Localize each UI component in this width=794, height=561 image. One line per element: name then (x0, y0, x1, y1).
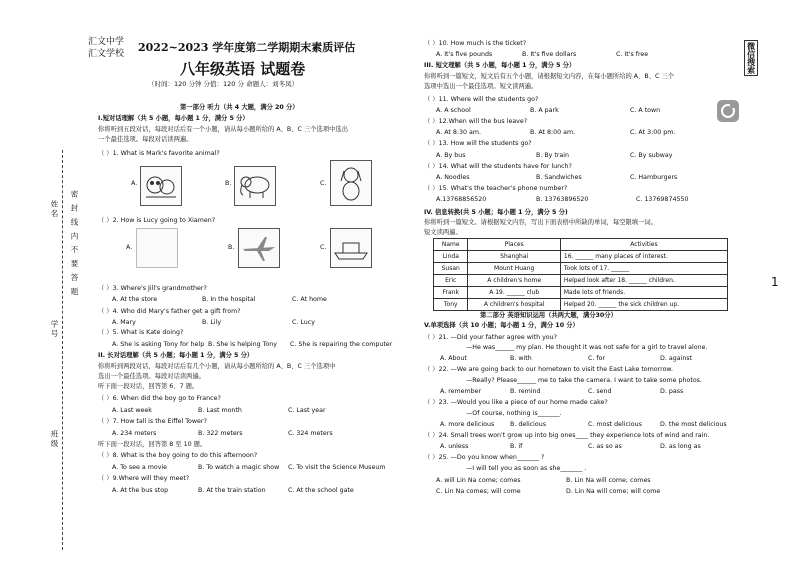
q1-label-c: C. (320, 180, 327, 187)
q13-option-b: B. By train (536, 152, 570, 159)
part2-heading: 第二部分 英语知识运用（共两大题，满分30分） (480, 312, 617, 319)
table-cell: A children's home (468, 275, 560, 287)
q14-option-b: B. Sandwiches (536, 174, 582, 181)
exam-meta: （时间：120 分钟 分值：120 分 命题人：刘冬凤） (148, 80, 299, 88)
question-4: （ ）4. Who did Mary's father get a gift from? (98, 308, 241, 315)
q4-option-a: A. Mary (112, 319, 136, 326)
table-header-row (434, 239, 728, 251)
section1-heading: I.短对话理解（共 5 小题，每小题 1 分，满分 5 分） (98, 115, 249, 122)
q23-option-b: B. delicious (510, 421, 547, 428)
table-cell: A 19. ______ club (468, 287, 560, 299)
q11-option-a: A. A school (436, 107, 471, 114)
section1-desc2: 一个最佳选项。每段对话读两遍。 (98, 136, 193, 143)
q13-option-a: A. By bus (436, 152, 466, 159)
q25-option-b: B. Lin Na will come; comes (566, 477, 651, 484)
question-15: （ ）15. What's the teacher's phone number? (424, 185, 568, 192)
question-10: （ ）10. How much is the ticket? (424, 40, 527, 47)
table-header: Places (468, 239, 560, 251)
seal-field-name: 姓名 (50, 200, 59, 219)
q14-option-a: A. Noodles (436, 174, 470, 181)
q23-reply: —Of course, nothing is_______. (466, 410, 562, 417)
section3-heading: III. 短文理解（共 5 小题，每小题 1 分，满分 5 分） (424, 62, 576, 69)
q8-option-c: C. To visit the Science Museum (288, 464, 386, 471)
table-row (434, 299, 728, 311)
q10-option-a: A. It's five pounds (436, 51, 493, 58)
section4-desc2: 短文读两遍。 (424, 229, 462, 236)
q15-option-a: A.13768856520 (436, 196, 487, 203)
table-cell: Took lots of 17. ______ (560, 263, 727, 275)
section2-desc4: 听下面一段对话，回答第 8 至 10 题。 (98, 441, 207, 448)
side-label: 微信搜索 (744, 40, 758, 76)
section4-heading: IV. 信息转换(共 5 小题；每小题 1 分，满分 5 分) (424, 209, 568, 216)
question-13: （ ）13. How will the students go? (424, 140, 532, 147)
ship-picture (330, 228, 372, 268)
q12-option-b: B. At 8:00 am. (530, 129, 576, 136)
table-header: Name (434, 239, 468, 251)
question-12: （ ）12.When will the bus leave? (424, 118, 528, 125)
question-14: （ ）14. What will the students have for lunch? (424, 163, 572, 170)
q6-option-b: B. Last month (198, 407, 242, 414)
exam-title: 2022~2023 学年度第二学期期末素质评估 (138, 41, 356, 54)
table-cell: Frank (434, 287, 468, 299)
section4-desc: 你将听到一篇短文。请根据短文内容，写出下面表格中所缺的单词，每空限填一词。 (424, 219, 657, 226)
q15-option-c: C. 13769874550 (636, 196, 689, 203)
q25-option-d: D. Lin Na will come; will come (566, 488, 661, 495)
q7-option-b: B. 322 meters (198, 430, 243, 437)
q22-reply: —Really? Please______ me to take the camera. I want to take some photos. (466, 377, 702, 384)
q11-option-c: C. A town (630, 107, 661, 114)
question-25: （ ）25. —Do you know when_______ ? (424, 454, 545, 461)
section3-desc2: 选项中选出一个最佳选项。短文读两遍。 (424, 83, 538, 90)
part1-heading: 第一部分 听力（共 4 大题，满分 20 分） (180, 104, 299, 111)
q21-option-d: D. against (660, 355, 693, 362)
seal-field-class: 班级 (50, 430, 59, 449)
exam-subtitle: 八年级英语 试题卷 (180, 60, 306, 78)
question-9: （ ）9.Where will they meet? (98, 475, 190, 482)
section5-heading: V.单项选择（共 10 小题；每小题 1 分，满分 10 分） (424, 322, 579, 329)
table-row (434, 251, 728, 263)
q11-option-b: B. A park (530, 107, 559, 114)
q21-reply: —He was______ my plan. He thought it was not safe for a girl to travel alone. (466, 344, 708, 351)
school-name-2: 汇文学校 (88, 49, 125, 60)
q15-option-b: B. 13763896520 (536, 196, 589, 203)
plane-picture (238, 228, 280, 268)
table-cell: A children's hospital (468, 299, 560, 311)
question-6: （ ）6. When did the boy go to France? (98, 395, 221, 402)
q24-option-c: C. as so as (588, 443, 622, 450)
table-cell: 16. ______ many places of interest. (560, 251, 727, 263)
owl-picture (140, 166, 182, 206)
info-table (433, 238, 728, 311)
table-cell: Helped 20. ______ the sick children up. (560, 299, 727, 311)
q6-option-c: C. Last year (288, 407, 326, 414)
question-8: （ ）8. What is the boy going to do this afternoon? (98, 452, 258, 459)
q22-option-a: A. remember (440, 388, 482, 395)
q3-option-a: A. At the store (112, 296, 158, 303)
table-cell: Tony (434, 299, 468, 311)
question-22: （ ）22. —We are going back to our hometown to visit the East Lake tomorrow. (424, 366, 674, 373)
q9-option-c: C. At the school gate (288, 487, 354, 494)
question-11: （ ）11. Where will the students go? (424, 96, 539, 103)
seal-field-id: 学号 (50, 320, 59, 339)
question-5: （ ）5. What is Kate doing? (98, 329, 184, 336)
section1-desc: 你将听到五段对话，每段对话后有一个小题，请从每小题所给的 A、B、C 三个选项中选出 (98, 126, 349, 133)
q23-option-a: A. more delicious (440, 421, 495, 428)
q25-option-c: C. Lin Na comes; will come (436, 488, 521, 495)
q25-reply: —I will tell you as soon as she_______ . (466, 465, 587, 472)
q24-option-b: B. if (510, 443, 523, 450)
q22-option-c: C. send (588, 388, 612, 395)
seal-strip (66, 150, 88, 550)
table-cell: Susan (434, 263, 468, 275)
section2-desc3: 听下面一段对话，回答第 6、7 题。 (98, 383, 199, 390)
table-header: Activities (560, 239, 727, 251)
q25-option-a: A. will Lin Na come; comes (436, 477, 521, 484)
q6-option-a: A. Last week (112, 407, 152, 414)
q22-option-b: B. remind (510, 388, 541, 395)
q12-option-a: A. At 8:30 am. (436, 129, 482, 136)
table-cell: Eric (434, 275, 468, 287)
elephant-picture (234, 166, 276, 206)
train-picture (136, 228, 178, 268)
q13-option-c: C. By subway (630, 152, 673, 159)
table-cell: Shanghai (468, 251, 560, 263)
q12-option-c: C. At 3:00 pm. (630, 129, 676, 136)
q10-option-b: B. It's five dollars (522, 51, 577, 58)
q2-label-b: B. (228, 244, 235, 251)
question-1: （ ）1. What is Mark's favorite animal? (98, 150, 220, 157)
q22-option-d: D. pass (660, 388, 684, 395)
question-23: （ ）23. —Would you like a piece of our home made cake? (424, 399, 608, 406)
q24-option-a: A. unless (440, 443, 469, 450)
q23-option-c: C. most delicious (588, 421, 642, 428)
question-7: （ ）7. How tall is the Eiffel Tower? (98, 418, 207, 425)
table-cell: Linda (434, 251, 468, 263)
q2-label-c: C. (320, 244, 327, 251)
q5-option-b: B. She is helping Tony (208, 341, 277, 348)
q8-option-b: B. To watch a magic show (198, 464, 280, 471)
q10-option-c: C. It's free (616, 51, 649, 58)
q9-option-b: B. At the train station (198, 487, 266, 494)
question-3: （ ）3. Where's Jill's grandmother? (98, 285, 207, 292)
q3-option-c: C. At home (292, 296, 327, 303)
table-cell: Made lots of friends. (560, 287, 727, 299)
section3-desc: 你将听到一篇短文，短文后有五个小题，请根据短文内容，在每小题所给的 A、B、C 三个 (424, 73, 675, 80)
q3-option-b: B. In the hospital (202, 296, 256, 303)
q5-option-a: A. She is asking Tony for help (112, 341, 205, 348)
question-24: （ ）24. Small trees won't grow up into big ones____ they experience lots of wind and rain. (424, 432, 710, 439)
table-row (434, 263, 728, 275)
question-21: （ ）21. —Did your father agree with you? (424, 334, 557, 341)
q24-option-d: D. as long as (660, 443, 701, 450)
q8-option-a: A. To see a movie (112, 464, 168, 471)
q21-option-a: A. About (440, 355, 467, 362)
table-row (434, 287, 728, 299)
school-names (88, 36, 124, 60)
q1-label-a: A. (131, 180, 138, 187)
refresh-icon[interactable] (717, 100, 739, 122)
q5-option-c: C. She is repairing the computer (290, 341, 393, 348)
q4-option-c: C. Lucy (292, 319, 315, 326)
section2-desc2: 选出一个最佳选项。每段对话读两遍。 (98, 373, 206, 380)
q7-option-c: C. 324 meters (288, 430, 333, 437)
school-name-1: 汇文中学 (88, 37, 125, 47)
table-row (434, 275, 728, 287)
page-number: 1 (771, 275, 779, 289)
seal-line (62, 150, 63, 550)
dog-picture (330, 160, 372, 206)
q9-option-a: A. At the bus stop (112, 487, 169, 494)
table-cell: Mount Huang (468, 263, 560, 275)
q1-label-b: B. (225, 180, 232, 187)
seal-label: 密 封 线 内 不 要 答 题 (70, 190, 79, 297)
q14-option-c: C. Hamburgers (630, 174, 678, 181)
section2-heading: II. 长对话理解（共 5 小题；每小题 1 分，满分 5 分） (98, 352, 254, 359)
question-2: （ ）2. How is Lucy going to Xiamen? (98, 217, 216, 224)
q23-option-d: D. the most delicious (660, 421, 727, 428)
q21-option-c: C. for (588, 355, 606, 362)
section2-desc: 你将听到两段对话，每段对话后有几个小题，请从每小题所给的 A、B、C 三个选项中 (98, 363, 336, 370)
q7-option-a: A. 234 meters (112, 430, 157, 437)
q21-option-b: B. with (510, 355, 532, 362)
q2-label-a: A. (126, 244, 133, 251)
table-cell: Helped look after 18. ______ children. (560, 275, 727, 287)
q4-option-b: B. Lily (202, 319, 222, 326)
